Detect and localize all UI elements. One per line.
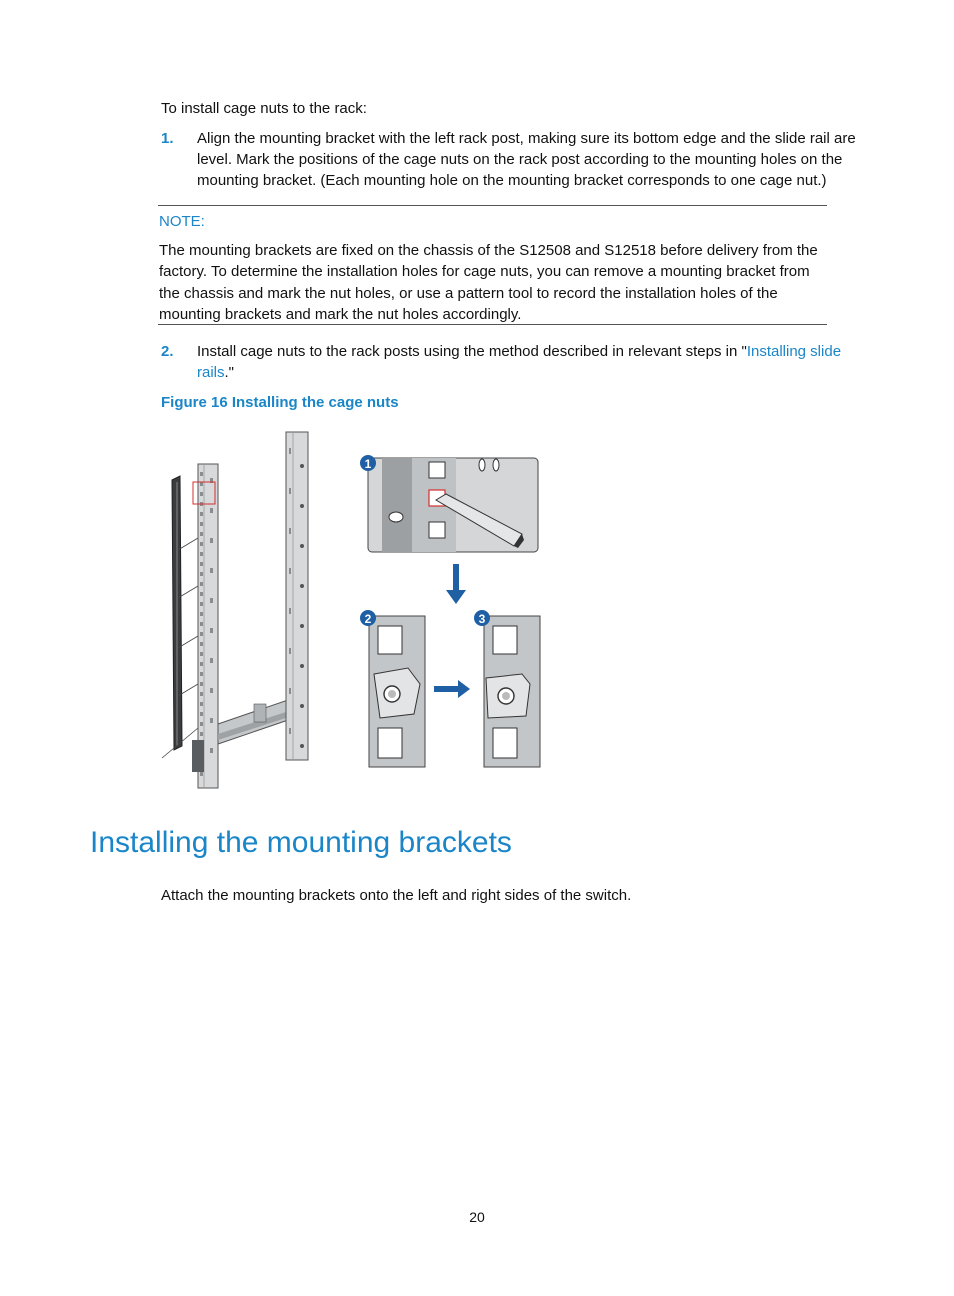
step-number: 2. bbox=[161, 343, 174, 360]
step-2 bbox=[161, 341, 864, 383]
step1-marking-panel bbox=[368, 458, 538, 552]
down-arrow-icon bbox=[446, 564, 466, 604]
right-arrow-icon bbox=[434, 680, 470, 698]
step-text-before: Install cage nuts to the rack posts using the method described in relevant steps in " bbox=[197, 343, 747, 360]
step2-cage-nut-panel bbox=[369, 616, 425, 767]
note-text: The mounting brackets are fixed on the chassis of the S12508 and S12518 before delivery from the factory. To determine the installation holes for cage nuts, you can remove a mounting bracket from the chassis and mark the nut holes, or use a pattern tool to record the installation holes of the mounting brackets and mark the nut holes accordingly. bbox=[159, 242, 818, 323]
page-number: 20 bbox=[469, 1209, 485, 1225]
intro-text: To install cage nuts to the rack: bbox=[161, 100, 367, 117]
mounting-bracket bbox=[162, 476, 198, 758]
figure-caption: Figure 16 Installing the cage nuts bbox=[161, 394, 399, 411]
callout-2: 2 bbox=[364, 612, 372, 626]
step-1 bbox=[161, 128, 864, 191]
step-text: Align the mounting bracket with the left rack post, making sure its bottom edge and the slide rail are level. Mark the positions of the cage nuts on the rack post according to the mounting holes on the mounting bracket. (Each mounting hole on the mounting bracket corresponds to one cage nut.) bbox=[197, 130, 856, 189]
section-paragraph: Attach the mounting brackets onto the left and right sides of the switch. bbox=[161, 887, 632, 904]
slide-rail bbox=[218, 700, 294, 744]
note-bottom-rule bbox=[158, 324, 827, 325]
step-text bbox=[197, 341, 864, 383]
figure-illustration bbox=[160, 428, 550, 795]
right-rack-post bbox=[286, 432, 308, 760]
section-heading: Installing the mounting brackets bbox=[90, 826, 512, 859]
step-text-after: ." bbox=[224, 364, 235, 381]
callout-1: 1 bbox=[364, 457, 372, 471]
installing-slide-rails-link[interactable]: Installing slide rails bbox=[197, 343, 842, 381]
step-number: 1. bbox=[161, 130, 174, 147]
note-top-rule bbox=[158, 205, 827, 206]
note-label: NOTE: bbox=[159, 213, 205, 230]
step3-cage-nut-panel bbox=[484, 616, 540, 767]
left-rack-post bbox=[192, 464, 218, 788]
callout-3: 3 bbox=[478, 612, 486, 626]
